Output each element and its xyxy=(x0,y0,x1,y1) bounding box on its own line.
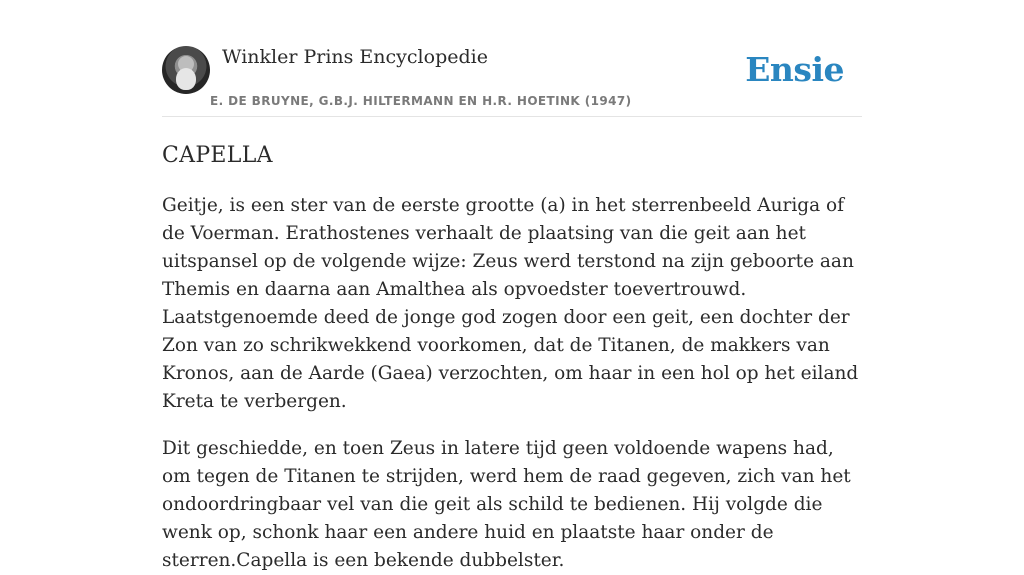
site-logo[interactable]: Ensie xyxy=(745,50,844,89)
author-avatar xyxy=(162,46,210,94)
entry-title: CAPELLA xyxy=(162,143,273,168)
source-authors: E. DE BRUYNE, G.B.J. HILTERMANN EN H.R. HOETINK (1947) xyxy=(210,94,632,108)
entry-paragraph: Dit geschiedde, en toen Zeus in latere tijd geen voldoende wapens had, om tegen de Titanen te strijden, werd hem de raad gegeven, zich van het ondoordringbaar vel van die geit als schild te bedienen. Hij volgde die wenk op, schonk haar een andere huid en plaatste haar onder de sterren.Capella is een bekende dubbelster. xyxy=(162,438,851,571)
avatar-beard xyxy=(176,68,196,90)
header xyxy=(162,0,862,117)
page xyxy=(162,0,862,575)
source-title[interactable]: Winkler Prins Encyclopedie xyxy=(222,46,488,68)
entry-paragraph: Geitje, is een ster van de eerste grootte (a) in het sterrenbeeld Auriga of de Voerman. Erathostenes verhaalt de plaatsing van die geit aan het uitspansel op de volgende wijze: Zeus werd terstond na zijn geboorte aan Themis en daarna aan Amalthea als opvoedster toevertrouwd. Laatstgenoemde deed de jonge god zogen door een geit, een dochter der Zon van zo schrikwekkend voorkomen, dat de Titanen, de makkers van Kronos, aan de Aarde (Gaea) verzochten, om haar in een hol op het eiland Kreta te verbergen. xyxy=(162,195,859,412)
